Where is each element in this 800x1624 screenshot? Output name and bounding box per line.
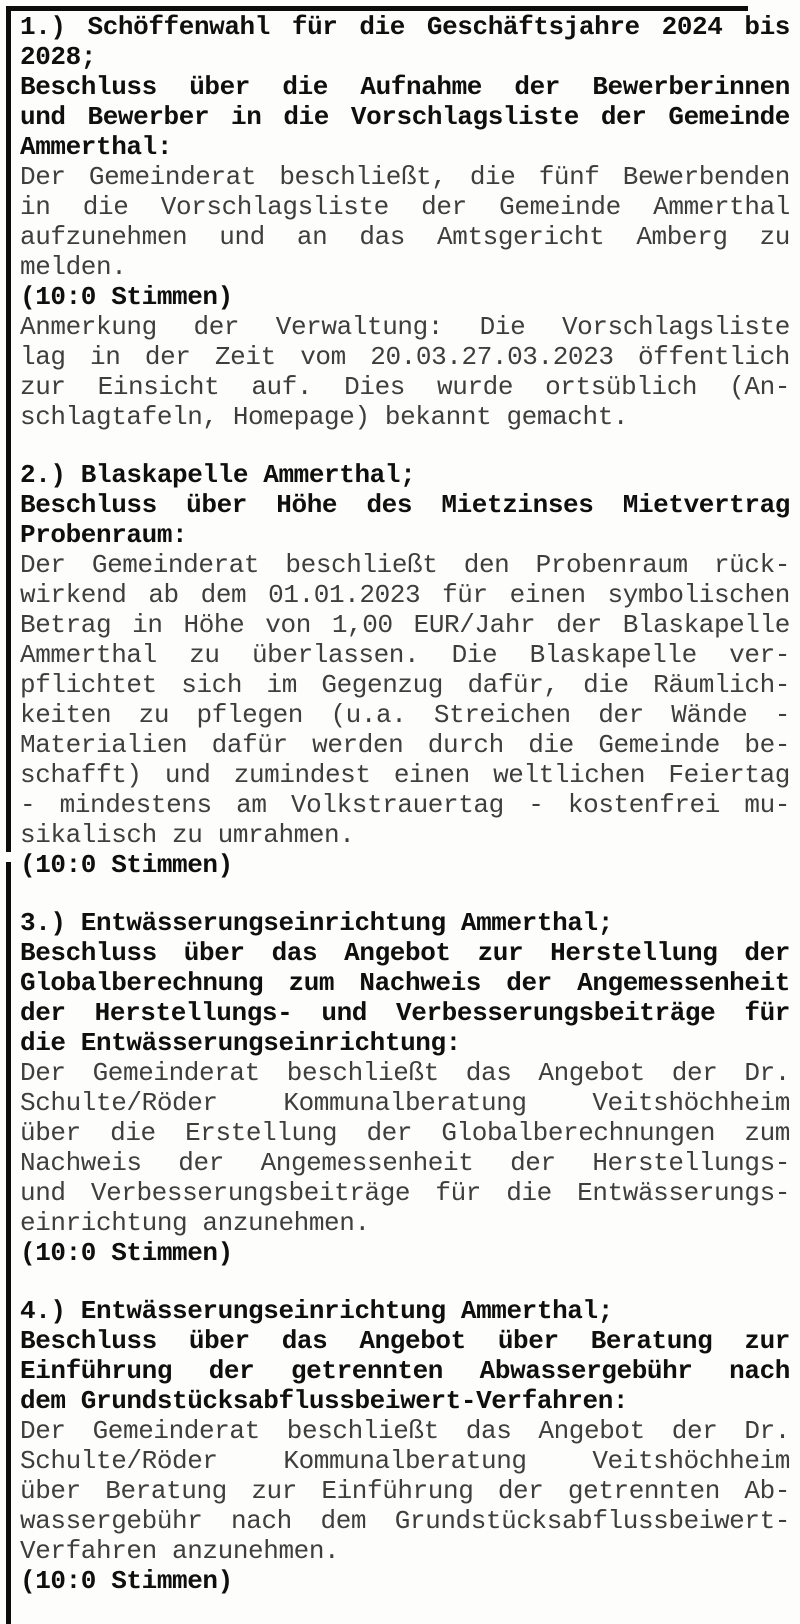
- resolution-text-line: - mindestens am Volkstrauertag - kostenfrei mu-: [20, 790, 790, 820]
- item-heading-line: der Herstellungs- und Verbesserungsbeiträge für: [20, 998, 790, 1028]
- agenda-item: [20, 908, 790, 1268]
- resolution-text-line: über Beratung zur Einführung der getrennten Ab-: [20, 1476, 790, 1506]
- scan-border-left-upper: [6, 6, 11, 852]
- item-heading-line: Beschluss über das Angebot zur Herstellung der: [20, 938, 790, 968]
- vote-result: (10:0 Stimmen): [20, 850, 233, 880]
- resolution-text-line: Materialien dafür werden durch die Gemeinde be-: [20, 730, 790, 760]
- resolution-text-line: Betrag in Höhe von 1,00 EUR/Jahr der Blaskapelle: [20, 610, 790, 640]
- item-heading-line: 3.) Entwässerungseinrichtung Ammerthal;: [20, 908, 613, 938]
- item-heading-line: dem Grundstücksabflussbeiwert-Verfahren:: [20, 1386, 629, 1416]
- scan-border-top: [8, 6, 748, 11]
- resolution-text-line: in die Vorschlagsliste der Gemeinde Ammerthal: [20, 192, 790, 222]
- item-heading-line: Beschluss über Höhe des Mietzinses Mietvertrag: [20, 490, 790, 520]
- resolution-text-line: aufzunehmen und an das Amtsgericht Amberg zu: [20, 222, 790, 252]
- scan-border-left-lower: [6, 862, 11, 1624]
- item-heading-line: Ammerthal:: [20, 132, 173, 162]
- item-heading-line: Globalberechnung zum Nachweis der Angemessenheit: [20, 968, 790, 998]
- resolution-text-line: Schulte/Röder Kommunalberatung Veitshöchheim: [20, 1088, 790, 1118]
- resolution-text-line: Ammerthal zu überlassen. Die Blaskapelle ver-: [20, 640, 790, 670]
- admin-note-line: Anmerkung der Verwaltung: Die Vorschlagsliste: [20, 312, 790, 342]
- resolution-text-line: Der Gemeinderat beschließt den Probenraum rück-: [20, 550, 790, 580]
- item-heading-line: 1.) Schöffenwahl für die Geschäftsjahre 2024 bis: [20, 12, 790, 42]
- resolution-text-line: pflichtet sich im Gegenzug dafür, die Räumlich-: [20, 670, 790, 700]
- item-heading-line: die Entwässerungseinrichtung:: [20, 1028, 461, 1058]
- vote-result: (10:0 Stimmen): [20, 1238, 233, 1268]
- resolution-text-line: Nachweis der Angemessenheit der Herstellungs-: [20, 1148, 790, 1178]
- admin-note-line: schlagtafeln, Homepage) bekannt gemacht.: [20, 402, 629, 432]
- agenda-item: [20, 12, 790, 432]
- resolution-text-line: wassergebühr nach dem Grundstücksabflussbeiwert-: [20, 1506, 790, 1536]
- item-heading-line: Beschluss über das Angebot über Beratung zur: [20, 1326, 790, 1356]
- resolution-text-line: über die Erstellung der Globalberechnungen zum: [20, 1118, 790, 1148]
- resolution-text-line: Der Gemeinderat beschließt das Angebot der Dr.: [20, 1058, 790, 1088]
- resolution-text-line: und Verbesserungsbeiträge für die Entwässerungs-: [20, 1178, 790, 1208]
- resolution-text-line: melden.: [20, 252, 127, 282]
- vote-result: (10:0 Stimmen): [20, 1566, 233, 1596]
- agenda-item: [20, 460, 790, 880]
- agenda-item: [20, 1296, 790, 1596]
- resolution-text-line: Schulte/Röder Kommunalberatung Veitshöchheim: [20, 1446, 790, 1476]
- document-sections: [20, 12, 790, 1624]
- vote-result: (10:0 Stimmen): [20, 282, 233, 312]
- resolution-text-line: sikalisch zu umrahmen.: [20, 820, 355, 850]
- admin-note-line: zur Einsicht auf. Dies wurde ortsüblich (An-: [20, 372, 790, 402]
- item-heading-line: Probenraum:: [20, 520, 188, 550]
- item-heading-line: Beschluss über die Aufnahme der Bewerberinnen: [20, 72, 790, 102]
- resolution-text-line: Der Gemeinderat beschließt das Angebot der Dr.: [20, 1416, 790, 1446]
- item-heading-line: 2028;: [20, 42, 97, 72]
- resolution-text-line: Der Gemeinderat beschließt, die fünf Bewerbenden: [20, 162, 790, 192]
- item-heading-line: und Bewerber in die Vorschlagsliste der Gemeinde: [20, 102, 790, 132]
- item-heading-line: 4.) Entwässerungseinrichtung Ammerthal;: [20, 1296, 613, 1326]
- resolution-text-line: einrichtung anzunehmen.: [20, 1208, 370, 1238]
- admin-note-line: lag in der Zeit vom 20.03.27.03.2023 öffentlich: [20, 342, 790, 372]
- resolution-text-line: Verfahren anzunehmen.: [20, 1536, 340, 1566]
- resolution-text-line: wirkend ab dem 01.01.2023 für einen symbolischen: [20, 580, 790, 610]
- resolution-text-line: schafft) und zumindest einen weltlichen Feiertag: [20, 760, 790, 790]
- resolution-text-line: keiten zu pflegen (u.a. Streichen der Wände -: [20, 700, 790, 730]
- item-heading-line: 2.) Blaskapelle Ammerthal;: [20, 460, 416, 490]
- item-heading-line: Einführung der getrennten Abwassergebühr nach: [20, 1356, 790, 1386]
